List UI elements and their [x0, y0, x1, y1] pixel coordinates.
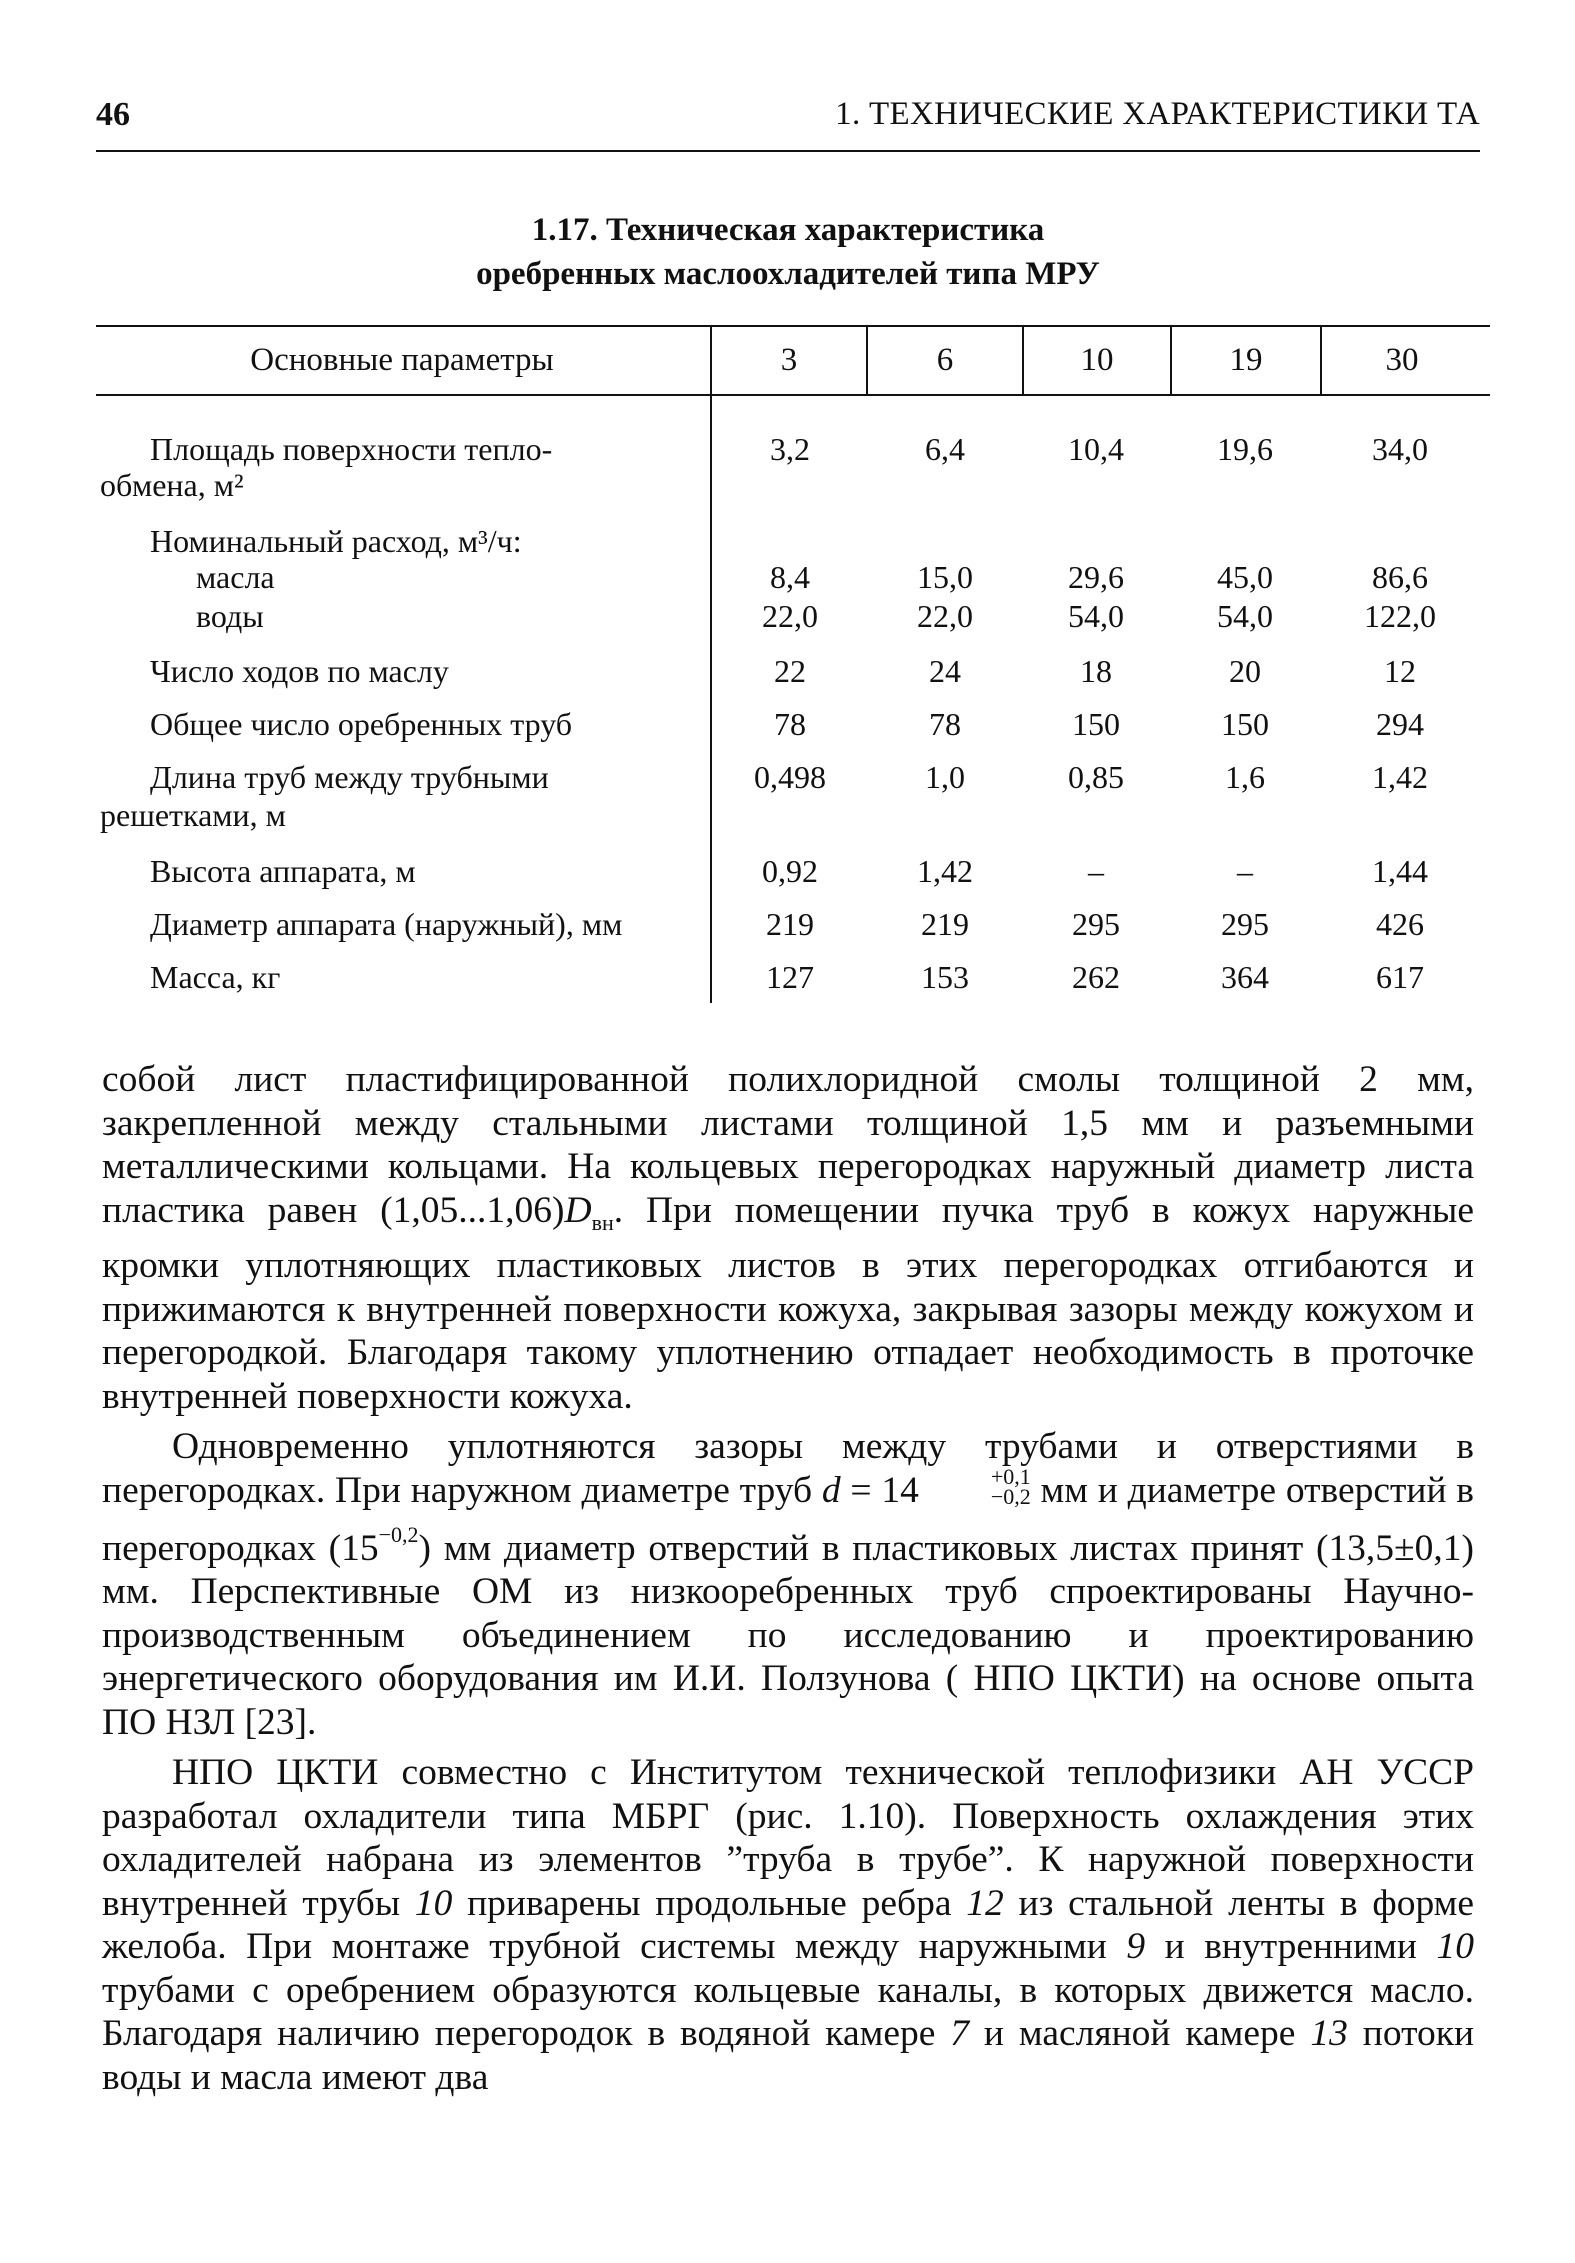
table-cell: 0,85	[1068, 759, 1124, 795]
row-label-height: Высота аппарата, м	[150, 853, 416, 889]
table-cell: 262	[1072, 959, 1120, 995]
paragraph-3: НПО ЦКТИ совместно с Институтом технической теплофизики АН УССР разработал охладители типа МБРГ (рис. 1.10). Поверхность охлаждения этих охладителей набрана из элементов ”труба в трубе”. К наружной поверхности внутренней трубы 10 приварены продольные ребра 12 из стальной ленты в форме желоба. При монтаже трубной системы между наружными 9 и внутренними 10 трубами с оребрением образуются кольцевые каналы, в которых движется масло. Благодаря наличию перегородок в водяной камере 7 и масляной камере 13 потоки воды и масла имеют два	[102, 1752, 1475, 2098]
row-label-diameter: Диаметр аппарата (наружный), мм	[150, 906, 623, 942]
table-header-rule	[96, 394, 1490, 396]
row-label-passes: Число ходов по маслу	[150, 653, 449, 689]
row-label-mass: Масса, кг	[150, 959, 281, 995]
table-cell: 153	[921, 959, 969, 995]
column-header-19: 19	[1229, 342, 1263, 378]
paragraph-1: собой лист пластифицированной полихлоридной смолы толщиной 2 мм, закрепленной между стальными листами толщиной 1,5 мм и разъемными металлическими кольцами. На кольцевых перегородках наружный диаметр листа пластика равен $(1,05...1,06)D_{вн}$. При помещении пучка труб в кожух наружные кромки уплотняющих пластиковых листов в этих перегородках отгибаются и прижимаются к внутренней поверхности кожуха, закрывая зазоры между кожухом и перегородкой. Благодаря такому уплотнению отпадает необходимость в проточке внутренней поверхности кожуха.	[102, 1059, 1474, 1417]
table-cell: 219	[766, 906, 814, 942]
table-cell: 54,0	[1217, 598, 1273, 634]
row-label-area-cont: обмена, м²	[100, 467, 244, 503]
table-cell: 34,0	[1372, 431, 1428, 467]
table-cell: –	[1088, 853, 1104, 889]
table-cell: 24	[929, 653, 961, 689]
table-cell: 295	[1221, 906, 1269, 942]
table-caption-line2: оребренных маслоохладителей типа МРУ	[476, 256, 1100, 292]
running-title: 1. ТЕХНИЧЕСКИЕ ХАРАКТЕРИСТИКИ ТА	[835, 96, 1480, 132]
table-cell: 426	[1376, 906, 1424, 942]
table-cell: 617	[1376, 959, 1424, 995]
tolerance-limits: +0,1 −0,2	[990, 1463, 1031, 1509]
header-rule	[96, 150, 1480, 152]
column-header-10: 10	[1080, 342, 1114, 378]
table-divider-params	[710, 325, 712, 1003]
body-text	[102, 1058, 1474, 2099]
table-cell: 22	[774, 653, 806, 689]
table-cell: 19,6	[1217, 431, 1273, 467]
table-cell: 20	[1229, 653, 1261, 689]
table-cell: 0,92	[762, 853, 818, 889]
table-cell: 295	[1072, 906, 1120, 942]
table-cell: 22,0	[917, 598, 973, 634]
page-header	[96, 96, 1480, 156]
table-cell: 127	[766, 959, 814, 995]
table-cell: 1,6	[1225, 759, 1265, 795]
table-cell: –	[1237, 853, 1253, 889]
table-cell: 1,42	[1372, 759, 1428, 795]
table-cell: 3,2	[770, 431, 810, 467]
table-cell: 150	[1072, 706, 1120, 742]
table-cell: 6,4	[925, 431, 965, 467]
table-cell: 1,42	[917, 853, 973, 889]
column-header-30: 30	[1385, 342, 1419, 378]
row-label-water: воды	[196, 598, 264, 634]
table-cell: 0,498	[754, 759, 826, 795]
table-cell: 122,0	[1364, 598, 1436, 634]
table-cell: 45,0	[1217, 559, 1273, 595]
column-header-6: 6	[936, 342, 954, 378]
row-label-length: Длина труб между трубными	[150, 759, 549, 795]
row-label-area: Площадь поверхности тепло-	[150, 431, 553, 467]
table-cell: 54,0	[1068, 598, 1124, 634]
table-cell: 22,0	[762, 598, 818, 634]
page-number: 46	[96, 96, 130, 133]
row-label-length-cont: решетками, м	[100, 797, 286, 833]
table-cell: 219	[921, 906, 969, 942]
table-cell: 29,6	[1068, 559, 1124, 595]
table-cell: 294	[1376, 706, 1424, 742]
paragraph-2: Одновременно уплотняются зазоры между трубами и отверстиями в перегородках. При наружном диаметре труб d = 14 +0,1 −0,2 мм и диаметре отверстий в перегородках $(15^{-0,2})$ мм диаметр отверстий в пластиковых листах принят (13,5±0,1) мм. Перспективные ОМ из низкооребренных труб спроектированы Научно-производственным объединением по исследованию и проектированию энергетического оборудования им И.И. Ползунова ( НПО ЦКТИ) на основе опыта ПО НЗЛ [23].	[102, 1426, 1475, 1743]
table-cell: 150	[1221, 706, 1269, 742]
table-cell: 78	[774, 706, 806, 742]
table-cell: 15,0	[917, 559, 973, 595]
row-label-oil: масла	[196, 559, 275, 595]
table-top-rule	[96, 325, 1490, 327]
column-header-params: Основные параметры	[250, 342, 554, 378]
table-cell: 8,4	[770, 559, 810, 595]
row-label-tubes: Общее число оребренных труб	[150, 706, 573, 742]
column-header-3: 3	[780, 342, 798, 378]
table-cell: 78	[929, 706, 961, 742]
table-cell: 18	[1080, 653, 1112, 689]
table-cell: 1,0	[925, 759, 965, 795]
table-cell: 86,6	[1372, 559, 1428, 595]
table-caption	[96, 208, 1480, 296]
table-caption-line1: 1.17. Техническая характеристика	[531, 212, 1045, 248]
table-cell: 10,4	[1068, 431, 1124, 467]
table-cell: 12	[1384, 653, 1416, 689]
table-cell: 364	[1221, 959, 1269, 995]
table-cell: 1,44	[1372, 853, 1428, 889]
row-label-flow: Номинальный расход, м³/ч:	[150, 523, 522, 559]
